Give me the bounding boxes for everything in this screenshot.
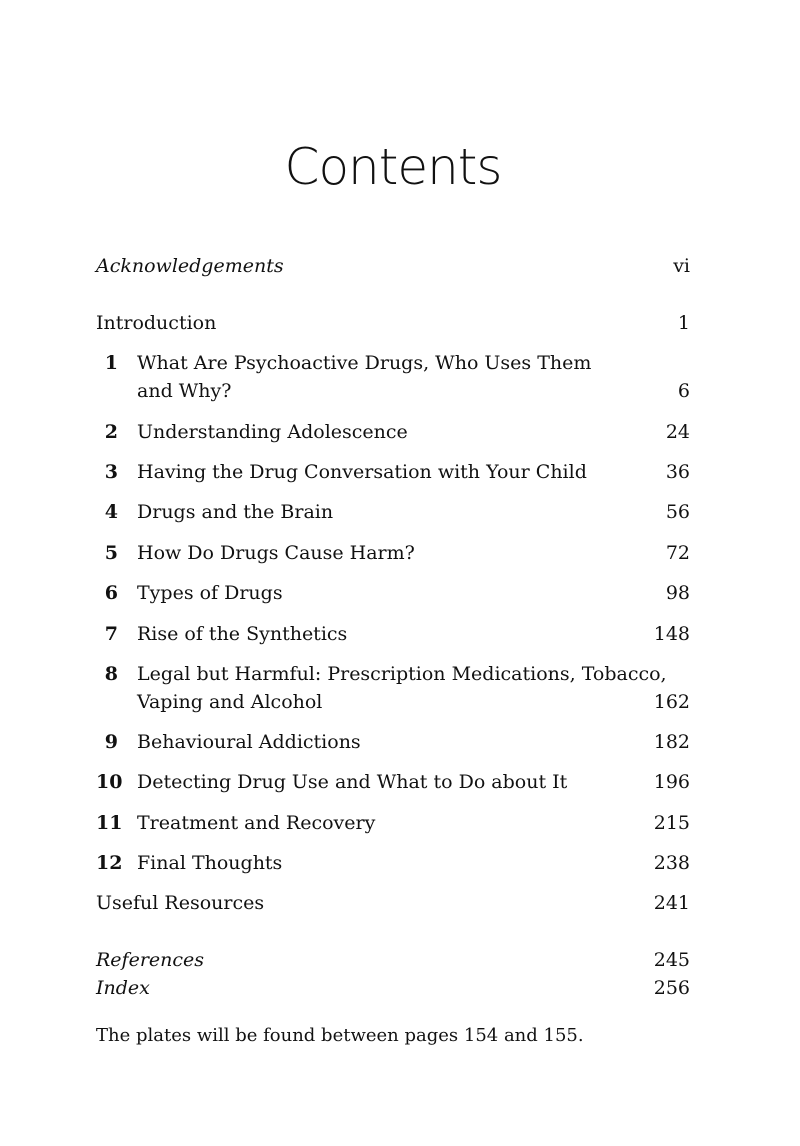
chapter-number: 2 [104, 421, 118, 443]
toc-chapter-2[interactable] [96, 418, 690, 446]
page-title: Contents [284, 138, 502, 196]
chapter-number: 12 [96, 852, 123, 874]
chapter-title: Drugs and the Brain [137, 501, 334, 523]
toc-chapter-12[interactable] [96, 849, 690, 877]
toc-entry-page: 245 [653, 949, 690, 971]
toc-chapter-10[interactable] [96, 768, 690, 796]
chapter-title: Behavioural Addictions [137, 731, 361, 753]
chapter-title: Understanding Adolescence [137, 421, 408, 443]
toc-entry-page: 182 [653, 731, 690, 753]
chapter-title-line1: What Are Psychoactive Drugs, Who Uses Them [137, 352, 592, 374]
toc-chapter-5[interactable] [96, 539, 690, 567]
chapter-title: Treatment and Recovery [137, 812, 376, 834]
chapter-title: Having the Drug Conversation with Your Child [137, 461, 587, 483]
toc-entry-index[interactable] [96, 974, 690, 1002]
chapter-number: 6 [104, 582, 118, 604]
toc-chapter-8[interactable] [96, 660, 690, 716]
toc-entry-label: References [96, 949, 205, 971]
toc-chapter-1[interactable] [96, 349, 690, 405]
toc-chapter-6[interactable] [96, 579, 690, 607]
toc-entry-page: 72 [665, 542, 690, 564]
chapter-title: Types of Drugs [137, 582, 283, 604]
plates-note: The plates will be found between pages 154 and 155. [96, 1025, 584, 1046]
chapter-title: Rise of the Synthetics [137, 623, 348, 645]
chapter-title: Final Thoughts [137, 852, 283, 874]
toc-entry-page: 56 [665, 501, 690, 523]
toc-entry-label: Acknowledgements [96, 255, 284, 277]
chapter-title-line2: Vaping and Alcohol [137, 691, 323, 713]
chapter-number: 10 [96, 771, 123, 793]
chapter-number: 8 [104, 663, 118, 685]
toc-chapter-3[interactable] [96, 458, 690, 486]
toc-entry-page: 1 [677, 312, 690, 334]
toc-entry-page: 162 [653, 691, 690, 713]
toc-entry-page: vi [673, 255, 690, 277]
chapter-number: 5 [104, 542, 118, 564]
toc-entry-page: 6 [677, 380, 690, 402]
toc-entry-page: 36 [665, 461, 690, 483]
chapter-number: 3 [104, 461, 118, 483]
chapter-number: 7 [104, 623, 118, 645]
toc-entry-page: 241 [653, 892, 690, 914]
chapter-title: How Do Drugs Cause Harm? [137, 542, 415, 564]
toc-entry-acknowledgements[interactable] [96, 252, 690, 280]
toc-chapter-11[interactable] [96, 809, 690, 837]
toc-entry-page: 256 [653, 977, 690, 999]
toc-chapter-7[interactable] [96, 620, 690, 648]
chapter-title-line2: and Why? [137, 380, 232, 402]
toc-entry-page: 215 [653, 812, 690, 834]
toc-chapter-4[interactable] [96, 498, 690, 526]
chapter-number: 9 [104, 731, 118, 753]
toc-entry-page: 238 [653, 852, 690, 874]
chapter-number: 4 [104, 501, 118, 523]
toc-entry-introduction[interactable] [96, 309, 690, 337]
chapter-title-line1: Legal but Harmful: Prescription Medications, Tobacco, [137, 663, 667, 685]
toc-entry-page: 196 [653, 771, 690, 793]
toc-entry-page: 148 [653, 623, 690, 645]
toc-entry-useful-resources[interactable] [96, 889, 690, 917]
toc-entry-page: 98 [665, 582, 690, 604]
chapter-number: 1 [104, 352, 118, 374]
toc-entry-references[interactable] [96, 946, 690, 974]
toc-entry-page: 24 [665, 421, 690, 443]
toc-chapter-9[interactable] [96, 728, 690, 756]
toc-entry-label: Index [96, 977, 150, 999]
toc-entry-label: Introduction [96, 312, 217, 334]
chapter-number: 11 [96, 812, 123, 834]
toc-entry-label: Useful Resources [96, 892, 265, 914]
chapter-title: Detecting Drug Use and What to Do about It [137, 771, 568, 793]
